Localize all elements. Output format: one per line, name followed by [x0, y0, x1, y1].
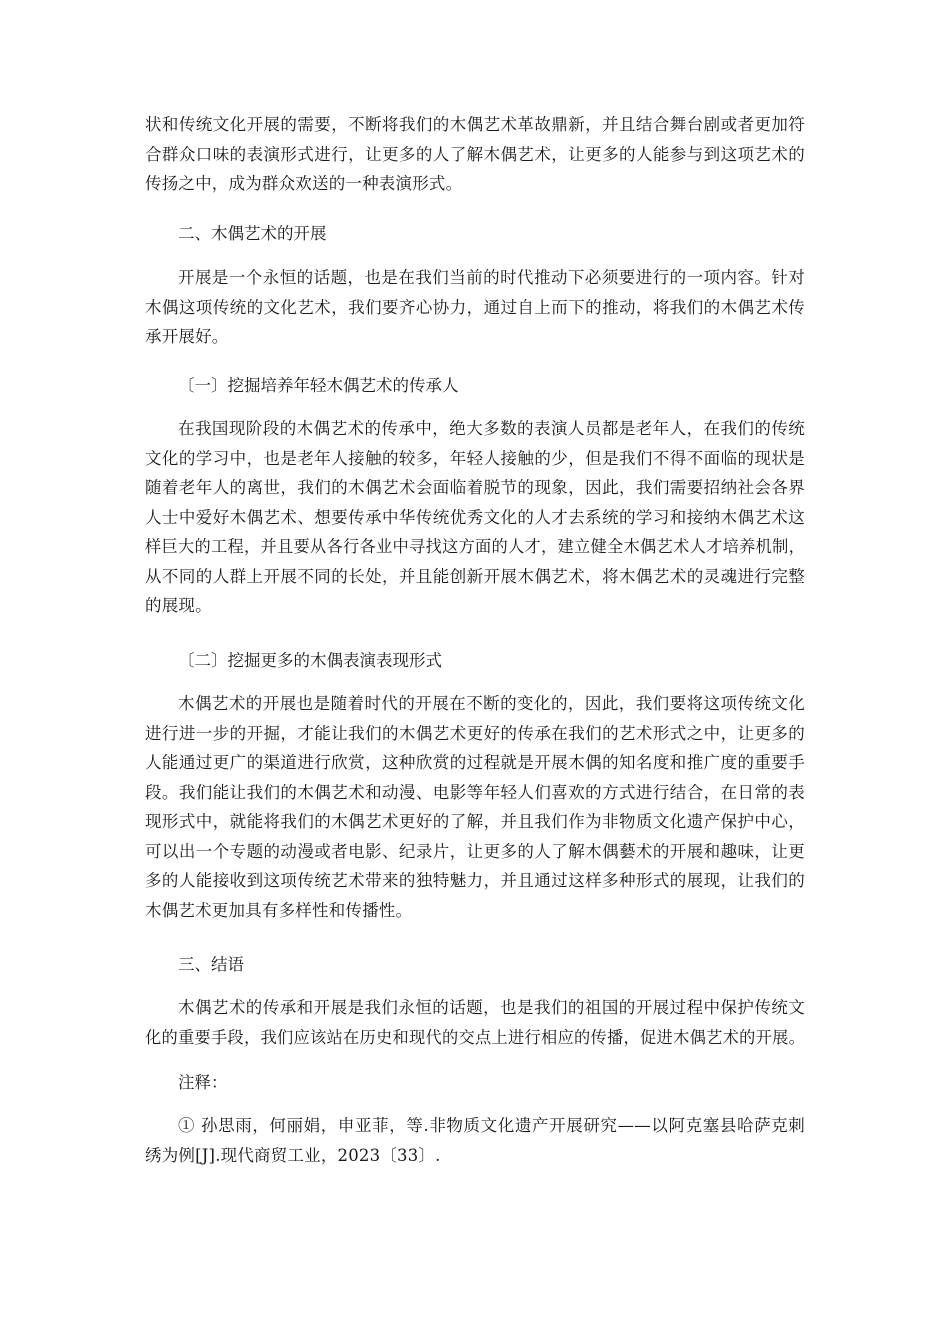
text-line: ① 孙思雨，何丽娟，申亚菲，等.非物质文化遗产开展研究——以阿克塞县哈萨克刺 — [178, 1116, 805, 1135]
notes-label: 注释： — [178, 1073, 228, 1092]
text-line: 可以出一个专题的动漫或者电影、纪录片，让更多的人了解木偶藝术的开展和趣味，让更 — [145, 841, 805, 861]
text-line: 的展现。 — [145, 596, 212, 615]
text-line: 传扬之中，成为群众欢送的一种表演形式。 — [145, 174, 463, 193]
text-line: 木偶这项传统的文化艺术，我们要齐心协力，通过自上而下的推动，将我们的木偶艺术传 — [145, 297, 805, 317]
text-line: 木偶艺术的传承和开展是我们永恒的话题，也是我们的祖国的开展过程中保护传统文 — [178, 998, 805, 1017]
text-line: 进行进一步的开掘，才能让我们的木偶艺术更好的传承在我们的艺术形式之中，让更多的 — [145, 723, 805, 743]
section-heading-development: 二、木偶艺术的开展 — [178, 224, 327, 243]
text-line: 承开展好。 — [145, 327, 229, 346]
text-line: 开展是一个永恒的话题，也是在我们当前的时代推动下必须要进行的一项内容。针对 — [178, 268, 805, 287]
text-line: 从不同的人群上开展不同的长处，并且能创新开展木偶艺术，将木偶艺术的灵魂进行完整 — [145, 566, 805, 586]
text-line: 现形式中，就能将我们的木偶艺术更好的了解，并且我们作为非物质文化遗产保护中心， — [145, 812, 805, 831]
text-line: 人士中爱好木偶艺术、想要传承中华传统优秀文化的人才去系统的学习和接纳木偶艺术这 — [145, 507, 805, 527]
text-line: 绣为例[J].现代商贸工业，2023〔33〕. — [145, 1145, 441, 1165]
text-line: 样巨大的工程，并且要从各行各业中寻找这方面的人才，建立健全木偶艺术人才培养机制， — [145, 537, 805, 556]
text-line: 文化的学习中，也是老年人接触的较多，年轻人接触的少，但是我们不得不面临的现状是 — [145, 448, 805, 468]
subsection-heading-forms: 〔二〕挖掘更多的木偶表演表现形式 — [178, 651, 442, 670]
subsection-heading-successors: 〔一〕挖掘培养年轻木偶艺术的传承人 — [178, 376, 459, 395]
paragraph-conclusion — [145, 993, 805, 1052]
section-heading-conclusion: 三、结语 — [178, 955, 244, 974]
text-line: 人能通过更广的渠道进行欣赏，这种欣赏的过程就是开展木偶的知名度和推广度的重要手 — [145, 753, 805, 772]
text-line: 段。我们能让我们的木偶艺术和动漫、电影等年轻人们喜欢的方式进行结合，在日常的表 — [145, 782, 805, 802]
paragraph-intro-continuation — [145, 110, 805, 199]
text-line: 木偶艺术的开展也是随着时代的开展在不断的变化的，因此，我们要将这项传统文化 — [178, 694, 805, 713]
footnote-1 — [145, 1111, 805, 1170]
paragraph-forms — [145, 689, 805, 925]
text-line: 木偶艺术更加具有多样性和传播性。 — [145, 900, 413, 920]
text-line: 状和传统文化开展的需要，不断将我们的木偶艺术革故鼎新，并且结合舞台剧或者更加符 — [145, 115, 805, 134]
text-line: 多的人能接收到这项传统艺术带来的独特魅力，并且通过这样多种形式的展现，让我们的 — [145, 871, 805, 890]
text-line: 合群众口味的表演形式进行，让更多的人了解木偶艺术，让更多的人能参与到这项艺术的 — [145, 144, 805, 164]
text-line: 化的重要手段，我们应该站在历史和现代的交点上进行相应的传播，促进木偶艺术的开展。 — [145, 1027, 805, 1047]
paragraph-successors — [145, 414, 805, 621]
text-line: 随着老年人的离世，我们的木偶艺术会面临着脱节的现象，因此，我们需要招纳社会各界 — [145, 478, 805, 497]
text-line: 在我国现阶段的木偶艺术的传承中，绝大多数的表演人员都是老年人，在我们的传统 — [178, 419, 805, 438]
paragraph-development — [145, 263, 805, 352]
